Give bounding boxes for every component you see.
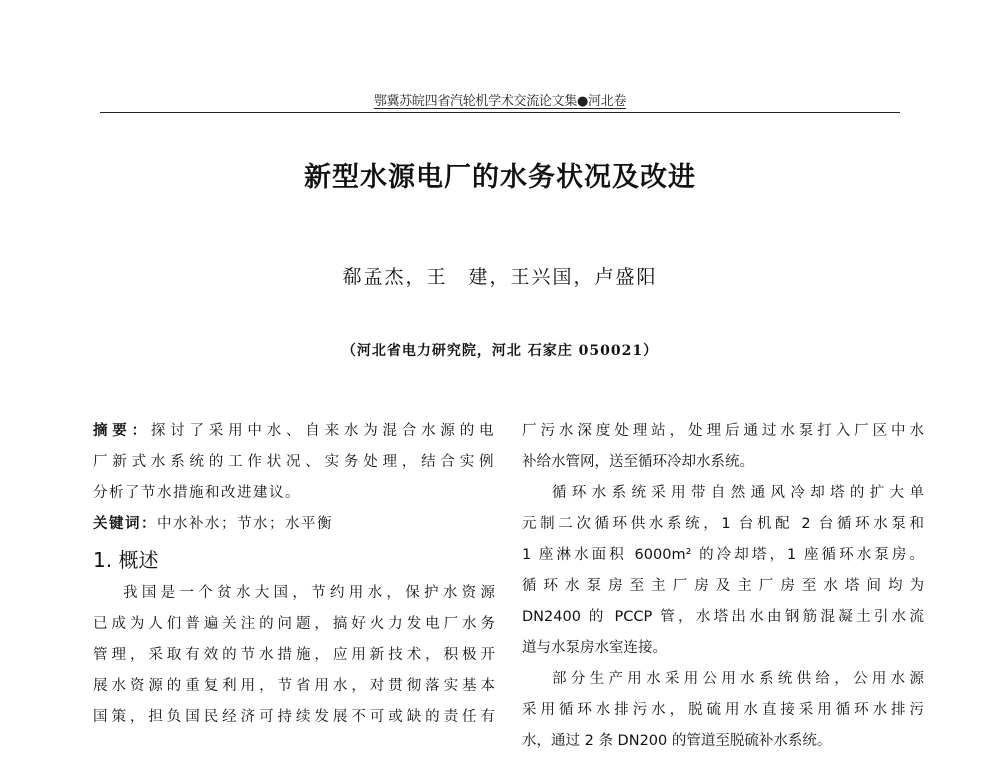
abstract-line: 厂新式水系统的工作状况、实务处理，结合实例 — [93, 454, 495, 470]
header-rule — [100, 112, 900, 113]
abstract-line: 摘要：探讨了采用中水、自来水为混合水源的电 — [93, 423, 496, 439]
body-line: 我国是一个贫水大国，节约用水，保护水资源 — [123, 585, 495, 601]
abstract-line: 分析了节水措施和改进建议。 — [93, 485, 301, 501]
body-line: 展水资源的重复利用，节省用水，对贯彻落实基本 — [93, 678, 495, 694]
body-line: 已成为人们普遍关注的问题，搞好火力发电厂水务 — [93, 616, 495, 632]
body-line: 管理，采取有效的节水措施，应用新技术，积极开 — [93, 647, 495, 663]
body-line: 循环水泵房至主厂房及主厂房至水塔间均为 — [522, 578, 924, 594]
body-line: 部分生产用水采用公用水系统供给，公用水源 — [552, 671, 924, 687]
keywords-label: 关键词： — [93, 516, 157, 532]
body-line: 元制二次循环供水系统，1 台机配 2 台循环水泵和 — [522, 516, 924, 532]
paper-title: 新型水源电厂的水务状况及改进 — [304, 162, 696, 193]
left-column — [93, 416, 495, 733]
body-line: 国策，担负国民经济可持续发展不可或缺的责任有 — [93, 709, 495, 725]
body-line: 水，通过 2 条 DN200 的管道至脱硫补水系统。 — [522, 733, 832, 749]
body-line: 采用循环水排污水，脱硫用水直接采用循环水排污 — [522, 702, 924, 718]
paper-authors: 郗孟杰，王 建，王兴国，卢盛阳 — [342, 266, 658, 288]
abstract-label: 摘要： — [93, 423, 151, 439]
keywords-line — [93, 509, 495, 540]
running-header — [100, 94, 900, 116]
paper-affiliation: （河北省电力研究院，河北 石家庄 050021） — [341, 343, 659, 359]
right-column — [522, 416, 924, 757]
keywords: 中水补水；节水；水平衡 — [157, 516, 333, 532]
body-line: 道与水泵房水室连接。 — [522, 640, 667, 656]
body-line: 补给水管网，送至循环冷却水系统。 — [522, 454, 754, 470]
section-heading: 1. 概述 — [93, 548, 159, 572]
body-line: 厂污水深度处理站，处理后通过水泵打入厂区中水 — [522, 423, 924, 439]
running-header-text: 鄂冀苏皖四省汽轮机学术交流论文集●河北卷 — [373, 94, 627, 109]
body-line: 1 座淋水面积 6000m² 的冷却塔，1 座循环水泵房。 — [522, 547, 924, 563]
body-line: DN2400 的 PCCP 管，水塔出水由钢筋混凝土引水流 — [522, 609, 924, 625]
body-line: 循环水系统采用带自然通风冷却塔的扩大单 — [552, 485, 924, 501]
